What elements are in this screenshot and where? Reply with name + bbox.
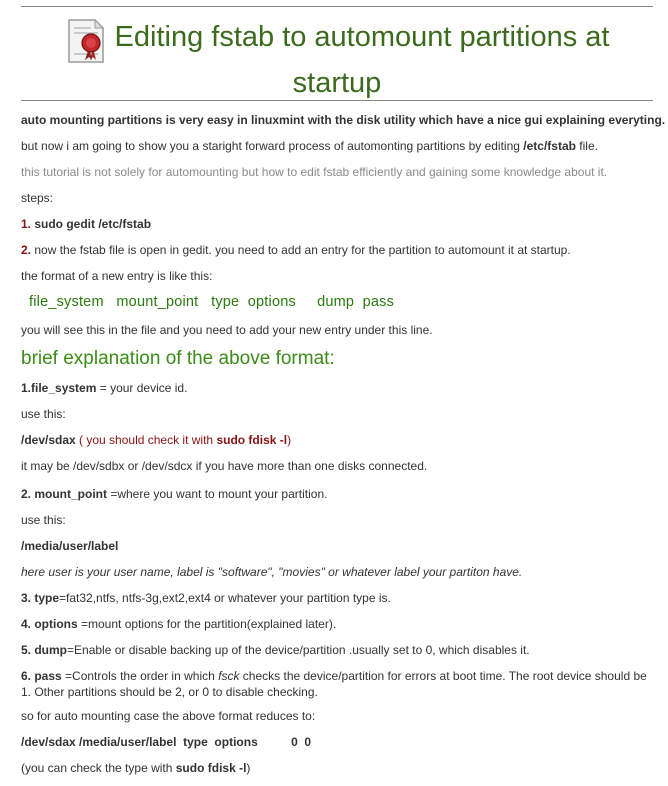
final-format-line: /dev/sdax /media/user/label type options 0 0: [21, 735, 312, 749]
format-intro: the format of a new entry is like this:: [21, 269, 213, 283]
mount-point-item: [21, 486, 327, 502]
title-line-2: startup: [292, 67, 382, 99]
dev-path: /dev/sdax: [21, 433, 76, 447]
type-item: [21, 590, 391, 606]
dev-note-command: sudo fdisk -l: [216, 433, 288, 447]
intro-bold: auto mounting partitions is very easy in linuxmint with the disk utility which have a nice gui explaining everyting.: [21, 113, 666, 127]
page-header: [21, 12, 653, 98]
fsck-term: fsck: [218, 669, 240, 683]
step-1-number: 1.: [21, 217, 32, 231]
options-text: =mount options for the partition(explained later).: [77, 617, 337, 631]
check-type-end: ): [246, 761, 251, 775]
step-1-command: sudo gedit /etc/fstab: [31, 217, 152, 231]
dump-text: =Enable or disable backing up of the device/partition .usually set to 0, which disables it.: [67, 643, 530, 657]
reduces-text: so for auto mounting case the above format reduces to:: [21, 709, 316, 723]
steps-label: steps:: [21, 191, 54, 205]
step-2-number: 2.: [21, 243, 32, 257]
use-this-1: use this:: [21, 407, 66, 421]
check-type-command: sudo fdisk -l: [175, 761, 247, 775]
mount-point-label: 2. mount_point: [21, 487, 107, 501]
type-text: =fat32,ntfs, ntfs-3g,ext2,ext4 or whatever your partition type is.: [59, 591, 391, 605]
page-title: [21, 16, 653, 62]
dump-item: [21, 642, 530, 658]
check-type-line: [21, 760, 250, 776]
file-system-text: = your device id.: [96, 381, 188, 395]
header-divider: [21, 100, 653, 101]
title-line-1: Editing fstab to automount partitions at: [114, 21, 610, 53]
intro-plain-end: file.: [575, 139, 598, 153]
step-1: [21, 216, 151, 232]
pass-text-end: checks the device/partition for errors at boot time. The root device should be 1. Other partitions should be 2, or 0 to disable checking.: [21, 669, 647, 699]
media-path: /media/user/label: [21, 539, 119, 553]
pass-text: =Controls the order in which: [61, 669, 219, 683]
explanation-heading: brief explanation of the above format:: [21, 348, 335, 369]
dev-note: ( you should check it with: [75, 433, 217, 447]
check-type-text: (you can check the type with: [21, 761, 176, 775]
dev-path-line: [21, 432, 291, 448]
mount-point-text: =where you want to mount your partition.: [107, 487, 328, 501]
dump-label: 5. dump: [21, 643, 68, 657]
top-divider: [21, 6, 653, 7]
pass-label: 6. pass: [21, 669, 62, 683]
intro-grey: this tutorial is not solely for automounting but how to edit fstab efficiently and gaining some knowledge about it.: [21, 165, 608, 179]
format-line: file_system mount_point type options dump pass: [29, 294, 395, 310]
intro-plain-text: but now i am going to show you a staright forward process of automonting partitions by editing: [21, 139, 524, 153]
certificate-document-icon: [65, 18, 107, 62]
dev-note-end: ): [287, 433, 292, 447]
dev-alt: it may be /dev/sdbx or /dev/sdcx if you have more than one disks connected.: [21, 459, 428, 473]
step-2-text: now the fstab file is open in gedit. you need to add an entry for the partition to automount it at startup.: [31, 243, 571, 257]
file-system-label: 1.file_system: [21, 381, 97, 395]
options-label: 4. options: [21, 617, 78, 631]
options-item: [21, 616, 336, 632]
intro-plain: [21, 138, 598, 154]
use-this-2: use this:: [21, 513, 66, 527]
step-2: [21, 242, 571, 258]
fstab-path: /etc/fstab: [523, 139, 576, 153]
media-note: here user is your user name, label is "software", "movies" or whatever label your partiton have.: [21, 565, 523, 579]
file-system-item: [21, 380, 187, 396]
format-note: you will see this in the file and you need to add your new entry under this line.: [21, 323, 433, 337]
type-label: 3. type: [21, 591, 60, 605]
pass-item: [21, 668, 657, 700]
